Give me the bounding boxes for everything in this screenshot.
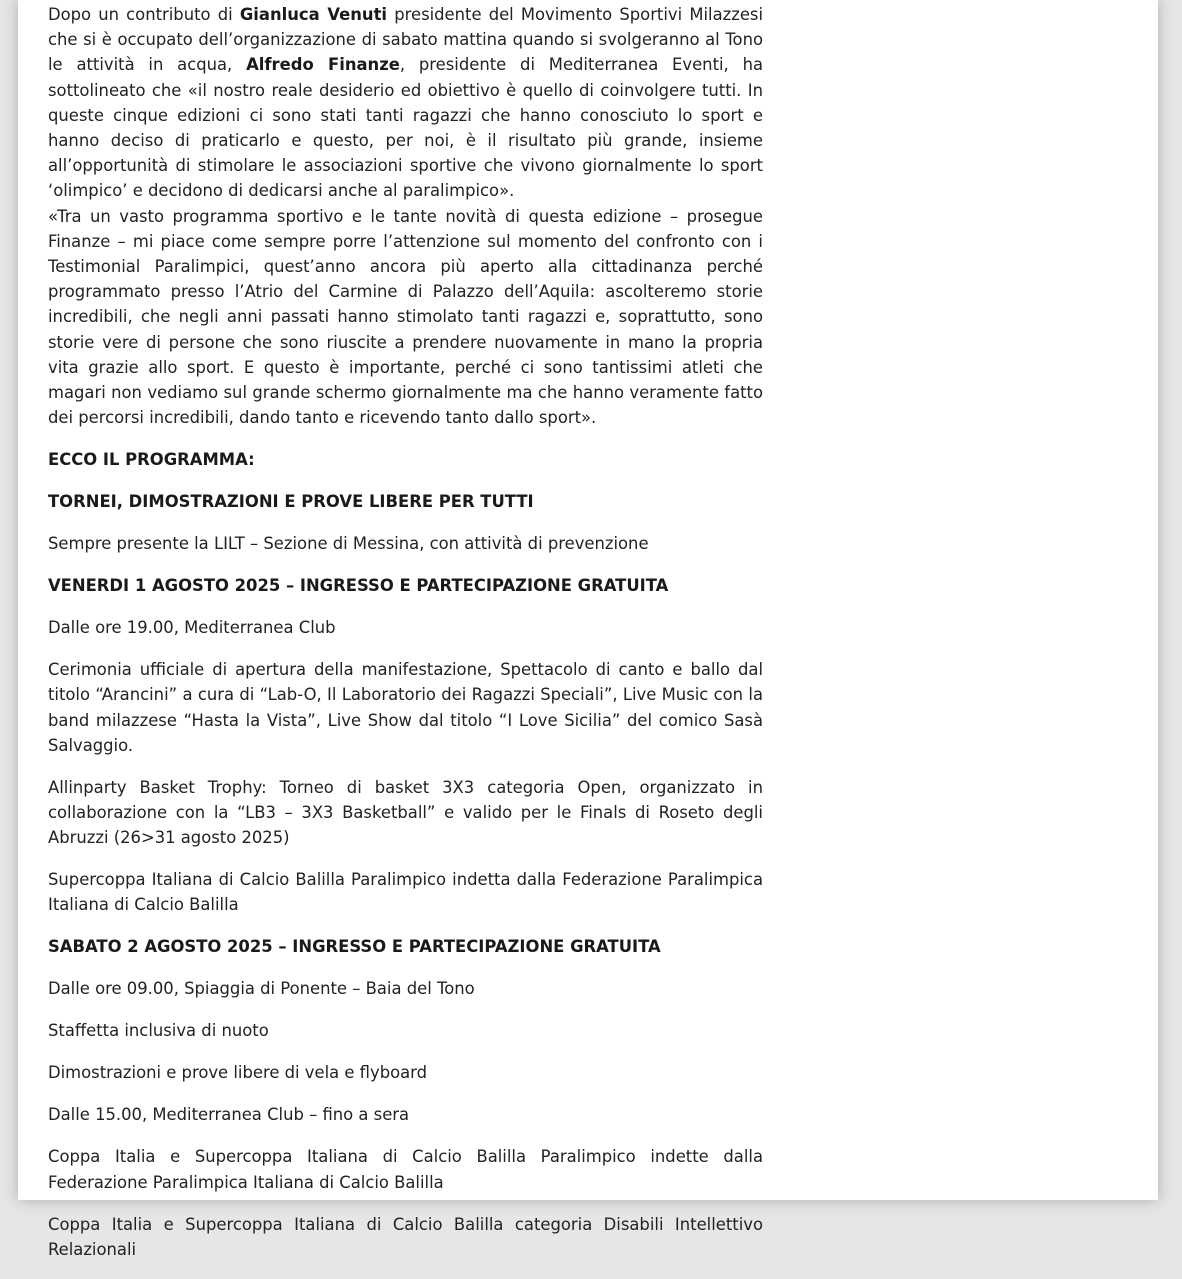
sabato-coppa-dir: Coppa Italia e Supercoppa Italiana di Calcio Balilla categoria Disabili Intellettivo Relazionali <box>48 1214 763 1259</box>
venerdi-supercoppa: Supercoppa Italiana di Calcio Balilla Paralimpico indetta dalla Federazione Paralimpica Italiana di Calcio Balilla <box>48 870 763 915</box>
paragraph-quote: «Tra un vasto programma sportivo e le tante novità di questa edizione – prosegue Finanze – mi piace come sempre porre l’attenzione sul momento del confronto con i Testimonial Paralimpici, quest’anno ancora più aperto alla cittadinanza perché programmato presso l’Atrio del Carmine di Palazzo dell’Aquila: ascolteremo storie incredibili, che negli anni passati hanno stimolato tanti ragazzi e, soprattutto, sono storie vere di persone che sono riuscite a prendere nuovamente in mano la propria vita grazie allo sport. E questo è importante, perché ci sono tantissimi atleti che magari non vediamo sul grande schermo giornalmente ma che hanno veramente fatto dei percorsi incredibili, dando tanto e ricevendo tanto dallo sport». <box>48 206 763 428</box>
name-alfredo-finanze: Alfredo Finanze <box>246 55 400 75</box>
venerdi-orario: Dalle ore 19.00, Mediterranea Club <box>48 618 336 638</box>
sabato-vela: Dimostrazioni e prove libere di vela e flyboard <box>48 1063 428 1083</box>
page-container <box>18 0 1158 1259</box>
heading-programma: ECCO IL PROGRAMMA: <box>48 450 255 470</box>
text-span: presidente del Movimento Sportivi Milazzesi che si è occupato dell’organizzazione di sabato mattina quando si svolgeranno al Tono le attività in acqua, <box>48 5 763 75</box>
text-span: Dopo un contributo di <box>48 5 240 24</box>
heading-tornei: TORNEI, DIMOSTRAZIONI E PROVE LIBERE PER TUTTI <box>48 492 534 512</box>
name-gianluca-venuti: Gianluca Venuti <box>239 5 388 24</box>
text-span: , presidente di Mediterranea Eventi, ha sottolineato che «il nostro reale desiderio ed obiettivo è quello di coinvolgere tutti. In queste cinque edizioni ci sono stati tanti ragazzi che hanno conosciuto lo sport e hanno deciso di praticarlo e questo, per noi, è il risultato più grande, insieme all’opportunità di stimolare le associazioni sportive che vivono giornalmente lo sport ‘olimpico’ e decidono di dedicarsi anche al paralimpico». <box>48 55 763 201</box>
article-body <box>48 2 763 1279</box>
paragraph-intro <box>48 2 763 204</box>
paragraph-lilt: Sempre presente la LILT – Sezione di Messina, con attività di prevenzione <box>48 534 649 554</box>
sabato-staffetta: Staffetta inclusiva di nuoto <box>48 1021 269 1041</box>
heading-sabato: SABATO 2 AGOSTO 2025 – INGRESSO E PARTECIPAZIONE GRATUITA <box>48 937 661 957</box>
sabato-coppa-paralimpico: Coppa Italia e Supercoppa Italiana di Calcio Balilla Paralimpico indette dalla Federazione Paralimpica Italiana di Calcio Balilla <box>48 1147 763 1192</box>
venerdi-basket: Allinparty Basket Trophy: Torneo di basket 3X3 categoria Open, organizzato in collaborazione con la “LB3 – 3X3 Basketball” e valido per le Finals di Roseto degli Abruzzi (26>31 agosto 2025) <box>48 777 763 848</box>
sabato-orario-mattina: Dalle ore 09.00, Spiaggia di Ponente – Baia del Tono <box>48 979 475 999</box>
venerdi-cerimonia: Cerimonia ufficiale di apertura della manifestazione, Spettacolo di canto e ballo dal titolo “Arancini” a cura di “Lab-O, Il Laboratorio dei Ragazzi Speciali”, Live Music con la band milazzese “Hasta la Vista”, Live Show dal titolo “I Love Sicilia” del comico Sasà Salvaggio. <box>48 660 763 755</box>
sabato-orario-pomeriggio: Dalle 15.00, Mediterranea Club – fino a sera <box>48 1105 410 1125</box>
heading-venerdi: VENERDI 1 AGOSTO 2025 – INGRESSO E PARTECIPAZIONE GRATUITA <box>48 576 669 596</box>
